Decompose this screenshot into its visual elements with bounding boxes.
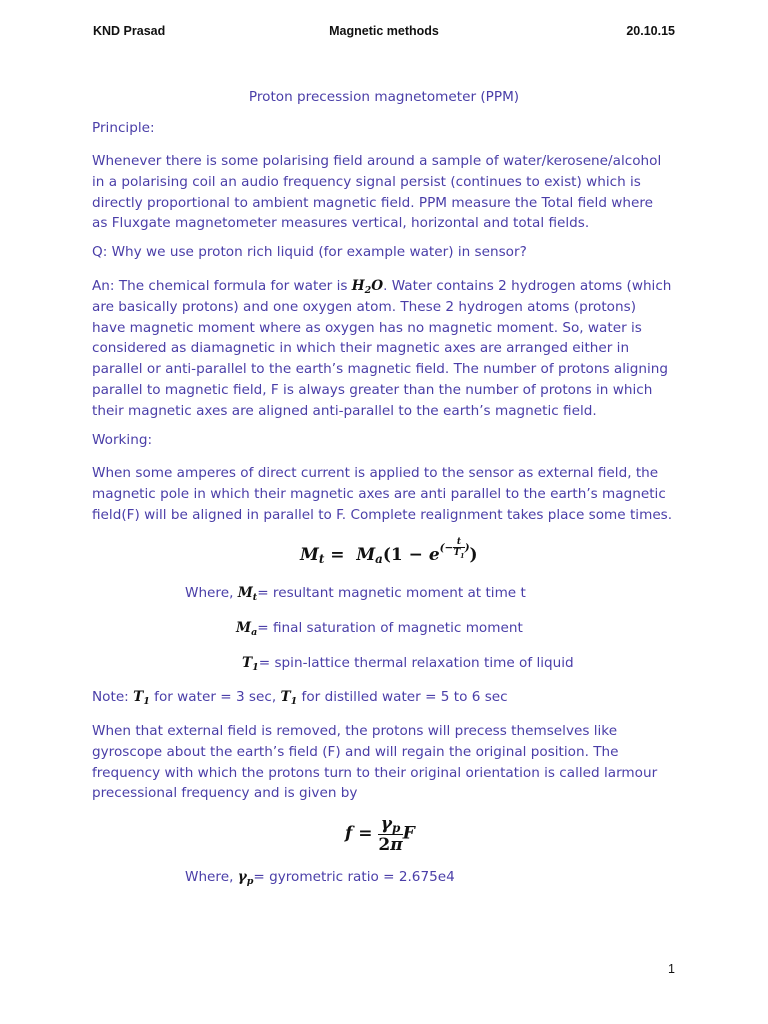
answer-line: are basically protons) and one oxygen atom. These 2 hydrogen atoms (protons) (92, 298, 636, 315)
where-ma-line: $M_a=$ final saturation of magnetic moment (236, 620, 523, 638)
answer-first-line (92, 276, 674, 297)
header-author: KND Prasad (93, 24, 166, 38)
gamma-description: = gyrometric ratio = 2.675e4 (253, 869, 455, 885)
note-line: Note: $T_1$ for water = 3 sec, $T_1$ for distilled water = 5 to 6 sec (92, 689, 508, 707)
where2-label: Where, (185, 869, 234, 885)
answer-paragraph (92, 276, 674, 422)
principle-heading: Principle: (92, 120, 155, 136)
page-number: 1 (668, 962, 675, 976)
removal-line: When that external field is removed, the protons will precess themselves like (92, 723, 618, 739)
principle-paragraph (92, 151, 674, 234)
magnetization-equation: $M_t = M_a(1 - e^{(- \frac{t}{T_1} )})$ (300, 537, 478, 566)
working-line: magnetic pole in which their magnetic axes are anti parallel to the earth’s magnetic (92, 485, 666, 502)
where-t1-line: $T_1=$ spin-lattice thermal relaxation time of liquid (242, 655, 574, 673)
answer-line: parallel to magnetic field, F is always greater than the number of protons in which (92, 381, 653, 398)
principle-line: in a polarising coil an audio frequency signal persist (continues to exist) which is (92, 173, 641, 190)
where-mt-line: Where, $M_t=$ resultant magnetic moment at time t (185, 585, 526, 603)
working-line: field(F) will be aligned in parallel to F. Complete realignment takes place some times. (92, 506, 673, 523)
removal-paragraph (92, 721, 674, 804)
answer-prefix: An: The chemical formula for water is (92, 278, 352, 294)
working-paragraph (92, 463, 674, 525)
removal-line: gyroscope about the earth’s field (F) and will regain the original position. The (92, 743, 619, 760)
principle-line: directly proportional to ambient magnetic field. PPM measure the Total field where (92, 194, 654, 211)
principle-line: Whenever there is some polarising field around a sample of water/kerosene/alcohol (92, 153, 662, 169)
ma-description: = final saturation of magnetic moment (257, 620, 523, 636)
removal-line: frequency with which the protons turn to their original orientation is called larmour (92, 764, 658, 781)
larmor-frequency-equation: f = $\frac{\gamma_p}{2\pi}$ F (345, 814, 415, 855)
header-subject: Magnetic methods (329, 24, 439, 38)
removal-line: precessional frequency and is given by (92, 785, 358, 802)
answer-line: parallel or anti-parallel to the earth’s magnetic field. The number of protons aligning (92, 361, 669, 378)
t1-description: = spin-lattice thermal relaxation time of liquid (258, 655, 574, 671)
note-distilled: for distilled water = 5 to 6 sec (297, 689, 508, 705)
answer-line: considered as diamagnetic in which their magnetic axes are arranged either in (92, 340, 630, 357)
where-gamma-line: Where, $\gamma_p=$ gyrometric ratio = 2.675e4 (185, 869, 455, 887)
working-heading: Working: (92, 432, 153, 448)
answer-line: their magnetic axes are aligned anti-parallel to the earth’s magnetic field. (92, 402, 597, 419)
question-text: Q: Why we use proton rich liquid (for example water) in sensor? (92, 244, 527, 260)
working-line: When some amperes of direct current is applied to the sensor as external field, the (92, 465, 659, 481)
answer-suffix: . Water contains 2 hydrogen atoms (which (383, 278, 672, 294)
note-label: Note: (92, 689, 129, 705)
header-date: 20.10.15 (626, 24, 675, 38)
answer-line: have magnetic moment where as oxygen has no magnetic moment. So, water is (92, 319, 642, 336)
mt-description: = resultant magnetic moment at time t (257, 585, 526, 601)
note-water: for water = 3 sec, (149, 689, 277, 705)
document-title: Proton precession magnetometer (PPM) (248, 89, 520, 105)
principle-line: as Fluxgate magnetometer measures vertical, horizontal and total fields. (92, 215, 590, 232)
where-label: Where, (185, 585, 234, 601)
h2o-formula: $H_2O$ (351, 278, 384, 296)
